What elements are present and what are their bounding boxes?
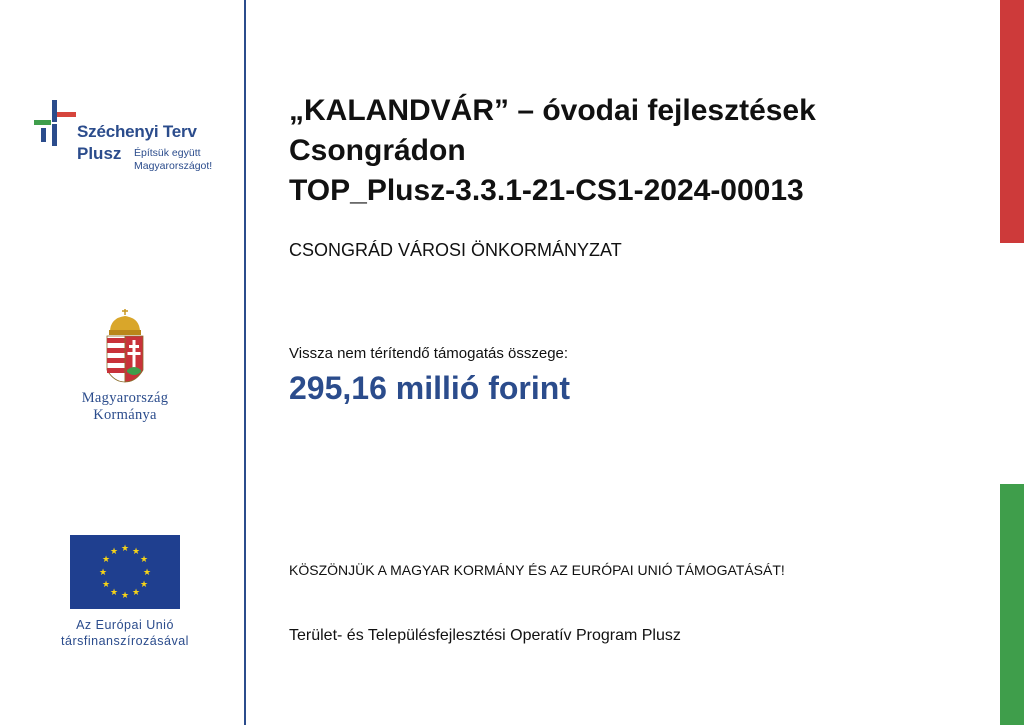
szechenyi-title: Széchenyi Terv [77, 122, 197, 141]
eu-line-1: Az Európai Unió [76, 618, 174, 632]
svg-text:★: ★ [120, 544, 130, 554]
support-amount: 295,16 millió forint [289, 370, 570, 406]
slogan-line-1: Építsük együtt [134, 147, 201, 159]
slogan-line-2: Magyarországot! [134, 160, 213, 172]
svg-text:★: ★ [101, 555, 111, 565]
svg-text:★: ★ [142, 568, 152, 578]
vertical-divider [244, 0, 246, 725]
project-code: TOP_Plusz-3.3.1-21-CS1-2024-00013 [289, 174, 804, 207]
svg-text:★: ★ [120, 591, 130, 601]
szechenyi-slogan [134, 147, 212, 173]
thanks-text: KÖSZÖNJÜK A MAGYAR KORMÁNY ÉS AZ EURÓPAI UNIÓ TÁMOGATÁSÁT! [289, 562, 785, 578]
eu-line-2: társfinanszírozásával [61, 634, 189, 648]
svg-text:★: ★ [109, 588, 119, 598]
program-name: Terület- és Településfejlesztési Operatív Program Plusz [289, 627, 681, 644]
red-stripe [1000, 0, 1024, 243]
svg-text:★: ★ [131, 547, 141, 557]
eu-label [20, 617, 230, 649]
eu-stars [70, 535, 180, 609]
title-line-1: „KALANDVÁR” – óvodai fejlesztések [289, 94, 816, 127]
beneficiary-organization: CSONGRÁD VÁROSI ÖNKORMÁNYZAT [289, 240, 622, 260]
szechenyi-cross-icon [34, 100, 76, 146]
svg-text:★: ★ [109, 547, 119, 557]
title-line-2: Csongrádon [289, 134, 466, 167]
hungarian-coat-of-arms-icon [104, 308, 146, 388]
logo-column [0, 0, 244, 725]
szechenyi-plus: Plusz [77, 144, 122, 163]
government-line-1: Magyarország [81, 390, 169, 406]
szechenyi-terv-logo [34, 100, 234, 180]
government-label [40, 390, 210, 424]
svg-text:★: ★ [139, 580, 149, 590]
svg-text:★: ★ [139, 555, 149, 565]
government-line-2: Kormánya [93, 407, 157, 423]
project-title [289, 91, 969, 211]
svg-text:★: ★ [98, 568, 108, 578]
green-stripe [1000, 484, 1024, 725]
eu-flag-icon [70, 535, 180, 609]
svg-text:★: ★ [131, 588, 141, 598]
support-amount-label: Vissza nem térítendő támogatás összege: [289, 345, 569, 362]
svg-text:★: ★ [101, 580, 111, 590]
